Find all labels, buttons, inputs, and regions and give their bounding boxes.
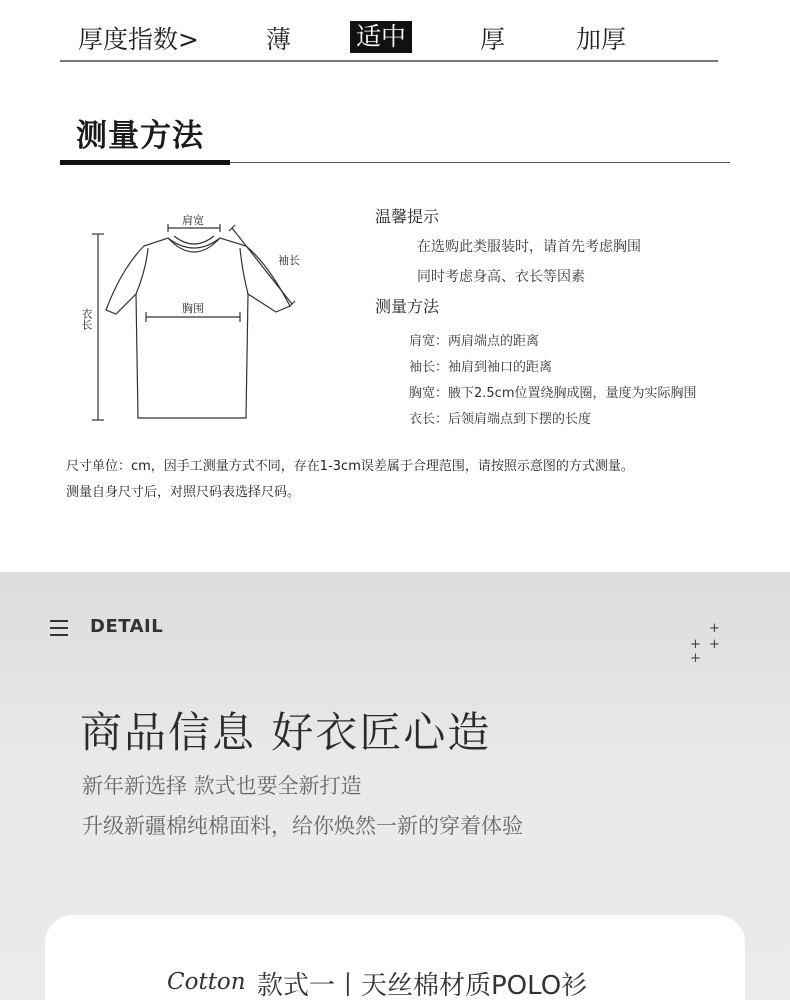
sparkle-icon: + [709, 637, 720, 652]
detail-subtitle-1: 新年新选择 款式也要全新打造 [82, 774, 362, 798]
tips-heading: 温馨提示 [375, 207, 440, 226]
tshirt-outline-icon [70, 200, 320, 440]
cotton-logo: Cotton [167, 969, 246, 995]
method-shoulder: 肩宽：两肩端点的距离 [409, 334, 540, 349]
thickness-option-extra-thick[interactable]: 加厚 [576, 25, 627, 54]
detail-subtitle-2: 升级新疆棉纯棉面料，给你焕然一新的穿着体验 [82, 814, 523, 838]
tshirt-measure-diagram [70, 200, 320, 440]
tip-line-1: 在选购此类服装时，请首先考虑胸围 [417, 239, 641, 255]
thickness-option-thin[interactable]: 薄 [266, 25, 292, 54]
thickness-label: 厚度指数> [78, 25, 199, 54]
thickness-option-thick[interactable]: 厚 [480, 25, 506, 54]
style-card [45, 915, 745, 1000]
menu-icon[interactable] [50, 620, 68, 636]
shoulder-label: 肩宽 [182, 214, 204, 227]
sparkle-icon: + [690, 637, 701, 652]
method-heading: 测量方法 [375, 297, 440, 316]
thickness-row [60, 18, 718, 62]
measure-section-title: 测量方法 [76, 118, 204, 154]
method-sleeve: 袖长：袖肩到袖口的距离 [409, 360, 553, 375]
size-note-1: 尺寸单位：cm，因手工测量方式不同，存在1-3cm误差属于合理范围，请按照示意图的方式测量。 [66, 459, 634, 474]
sparkle-icon: + [709, 621, 720, 636]
chest-label: 胸围 [182, 302, 204, 315]
style-card-title: 款式一丨天丝棉材质POLO衫 [257, 971, 588, 1000]
detail-section [0, 572, 790, 1000]
method-length: 衣长：后领肩端点到下摆的长度 [409, 412, 592, 427]
detail-label: DETAIL [90, 616, 164, 637]
length-label: 衣长 [80, 308, 93, 330]
section-divider-accent [60, 160, 230, 165]
method-chest: 胸宽：腋下2.5cm位置绕胸成圈，量度为实际胸围 [409, 386, 697, 401]
size-note-2: 测量自身尺寸后，对照尺码表选择尺码。 [66, 485, 301, 500]
detail-title: 商品信息 好衣匠心造 [80, 708, 492, 757]
sleeve-label: 袖长 [278, 254, 300, 267]
thickness-option-medium-selected[interactable]: 适中 [350, 21, 412, 53]
sparkle-icon: + [690, 651, 701, 666]
tip-line-2: 同时考虑身高、衣长等因素 [417, 269, 585, 285]
